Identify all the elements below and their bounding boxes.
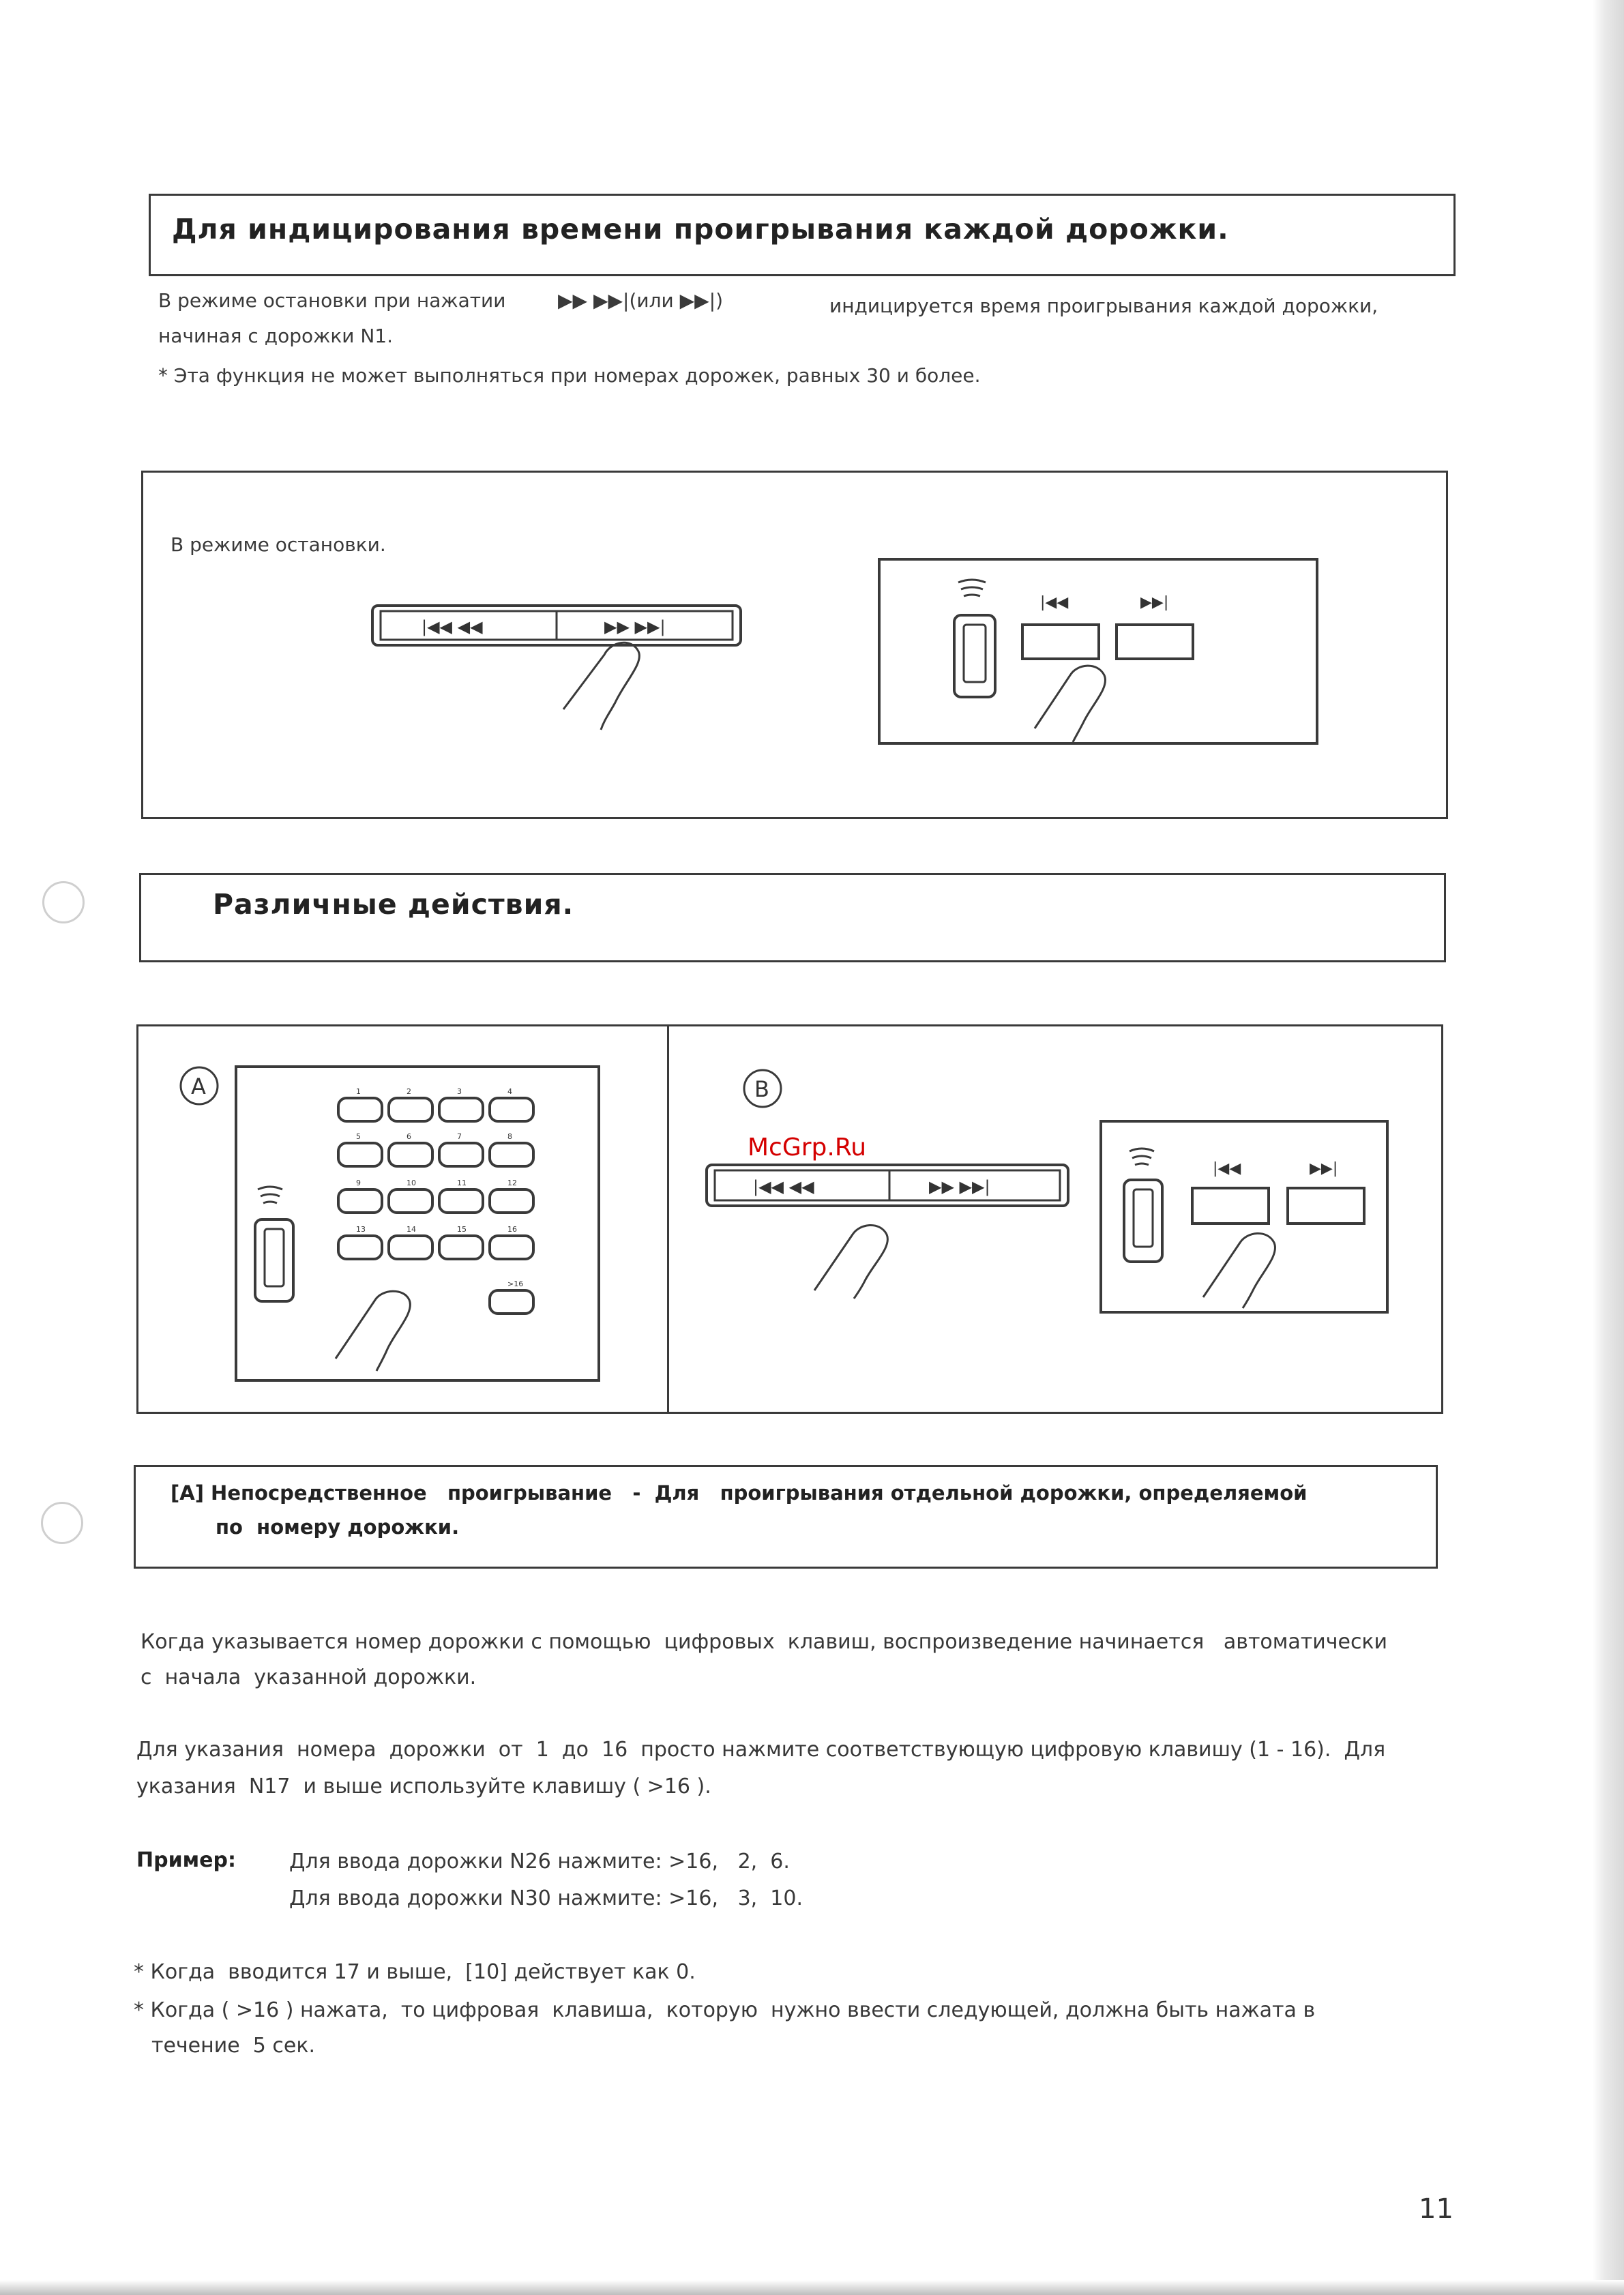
keypad-key-label-15: 15 — [457, 1225, 467, 1234]
section1-line2: начиная с дорожки N1. — [158, 325, 393, 347]
scan-edge-shadow — [1593, 0, 1624, 2295]
figure1-remote-right-label: ▶▶| — [1140, 594, 1169, 611]
example-line2: Для ввода дорожки N30 нажмите: >16, 3, 10. — [289, 1886, 803, 1910]
keypad-key-11 — [439, 1189, 483, 1213]
body-note2-line2: течение 5 сек. — [151, 2034, 315, 2058]
body-note1: * Когда вводится 17 и выше, [10] действует как 0. — [134, 1960, 696, 1984]
figure1-front-panel — [372, 600, 741, 737]
page-number: 11 — [1419, 2193, 1453, 2225]
example-line1: Для ввода дорожки N26 нажмите: >16, 2, 6. — [289, 1850, 790, 1874]
section1-line1-part2: индицируется время проигрывания каждой дорожки, — [829, 295, 1378, 317]
body-p2-line2: указания N17 и выше используйте клавишу ( >16 ). — [136, 1775, 711, 1798]
figure2-remote-left-label: |◀◀ — [1213, 1160, 1241, 1177]
figure1-panel-left-label: |◀◀ ◀◀ — [422, 617, 483, 636]
keypad-key-2 — [389, 1098, 432, 1121]
keypad-key-label-14: 14 — [407, 1225, 416, 1234]
example-label: Пример: — [136, 1848, 236, 1872]
keypad-key-17 — [490, 1290, 533, 1314]
keypad-key-4 — [490, 1098, 533, 1121]
keypad-key-8 — [490, 1143, 533, 1166]
figure1-remote-inset — [878, 558, 1321, 749]
keypad-key-label-8: 8 — [507, 1132, 512, 1141]
body-note2-line1: * Когда ( >16 ) нажата, то цифровая клавиша, которую нужно ввести следующей, должна быть нажата в — [134, 1998, 1316, 2022]
figure1-finger-icon — [563, 642, 639, 730]
keypad-key-label-12: 12 — [507, 1179, 517, 1187]
keypad-key-7 — [439, 1143, 483, 1166]
figure2-panel-right-label: ▶▶ ▶▶| — [929, 1177, 990, 1196]
punch-hole-top — [42, 881, 85, 923]
keypad-key-10 — [389, 1189, 432, 1213]
body-p1-line1: Когда указывается номер дорожки с помощью цифровых клавиш, воспроизведение начинается автоматически — [141, 1630, 1388, 1654]
figure1-remote-prev-button — [1022, 625, 1099, 659]
figure2-panel-left-label: |◀◀ ◀◀ — [753, 1177, 814, 1196]
figure2-label-b-circle — [742, 1068, 783, 1109]
keypad-key-label-13: 13 — [356, 1225, 366, 1234]
keypad-key-label-11: 11 — [457, 1179, 467, 1187]
figure1-remote-body — [954, 615, 995, 697]
keypad-key-label-4: 4 — [507, 1087, 512, 1096]
section1-title: Для индицирования времени проигрывания каждой дорожки. — [172, 213, 1229, 246]
figure2-remote-body — [1124, 1180, 1162, 1262]
figure1-caption: В режиме остановки. — [171, 533, 386, 556]
section3-title-line1: [A] Непосредственное проигрывание - Для проигрывания отдельной дорожки, определяемой — [171, 1481, 1308, 1505]
keypad-key-12 — [490, 1189, 533, 1213]
punch-hole-bottom — [41, 1502, 83, 1544]
body-p1-line2: с начала указанной дорожки. — [141, 1665, 477, 1689]
keypad-key-5 — [338, 1143, 382, 1166]
section3-title-line2: по номеру дорожки. — [216, 1515, 460, 1539]
figure2-front-panel — [707, 1159, 1068, 1296]
figure2-panel-finger-icon — [814, 1225, 887, 1299]
keypad-key-15 — [439, 1236, 483, 1259]
keypad-key-16 — [490, 1236, 533, 1259]
section1-line1-symbols: ▶▶ ▶▶|(или ▶▶|) — [558, 289, 724, 312]
figure1-remote-left-label: |◀◀ — [1040, 594, 1069, 611]
figure2-keypad-finger-icon — [336, 1291, 410, 1371]
keypad-key-label-16: 16 — [507, 1225, 517, 1234]
figure2-keypad-remote-body — [255, 1219, 293, 1301]
figure2-remote-right-label: ▶▶| — [1310, 1160, 1338, 1177]
keypad-key-label-9: 9 — [356, 1179, 361, 1187]
figure2-remote-next-button — [1288, 1188, 1364, 1224]
keypad-key-9 — [338, 1189, 382, 1213]
figure2-remote-prev-button — [1192, 1188, 1269, 1224]
keypad-key-label-7: 7 — [457, 1132, 462, 1141]
keypad-key-1 — [338, 1098, 382, 1121]
keypad-key-6 — [389, 1143, 432, 1166]
keypad-key-label-2: 2 — [407, 1087, 411, 1096]
figure2-keypad-remote — [235, 1065, 603, 1386]
figure2-remote-inset — [1099, 1120, 1391, 1318]
section2-title: Различные действия. — [213, 888, 574, 921]
figure1-remote-next-button — [1117, 625, 1193, 659]
figure2-divider — [667, 1024, 669, 1412]
watermark: McGrp.Ru — [748, 1134, 867, 1161]
keypad-key-label-5: 5 — [356, 1132, 361, 1141]
figure2-label-b: B — [754, 1076, 769, 1102]
figure2-label-a-circle — [179, 1065, 220, 1106]
section1-note: * Эта функция не может выполняться при номерах дорожек, равных 30 и более. — [158, 364, 981, 387]
figure1-panel-right-label: ▶▶ ▶▶| — [604, 617, 666, 636]
figure2-label-a: A — [191, 1074, 206, 1099]
keypad-key-label-6: 6 — [407, 1132, 411, 1141]
keypad-key-label-3: 3 — [457, 1087, 462, 1096]
keypad-key-label-10: 10 — [407, 1179, 416, 1187]
figure2-remote-finger-icon — [1203, 1233, 1275, 1308]
keypad-key-3 — [439, 1098, 483, 1121]
keypad-key-label-1: 1 — [356, 1087, 361, 1096]
keypad-key-label-17: >16 — [507, 1279, 524, 1288]
body-p2-line1: Для указания номера дорожки от 1 до 16 просто нажмите соответствующую цифровую клавишу (1 - 16). Для — [136, 1738, 1386, 1762]
keypad-key-13 — [338, 1236, 382, 1259]
scan-bottom-edge — [0, 2280, 1624, 2295]
section1-line1-part1: В режиме остановки при нажатии — [158, 289, 506, 312]
keypad-key-14 — [389, 1236, 432, 1259]
figure1-remote-finger-icon — [1035, 666, 1106, 742]
